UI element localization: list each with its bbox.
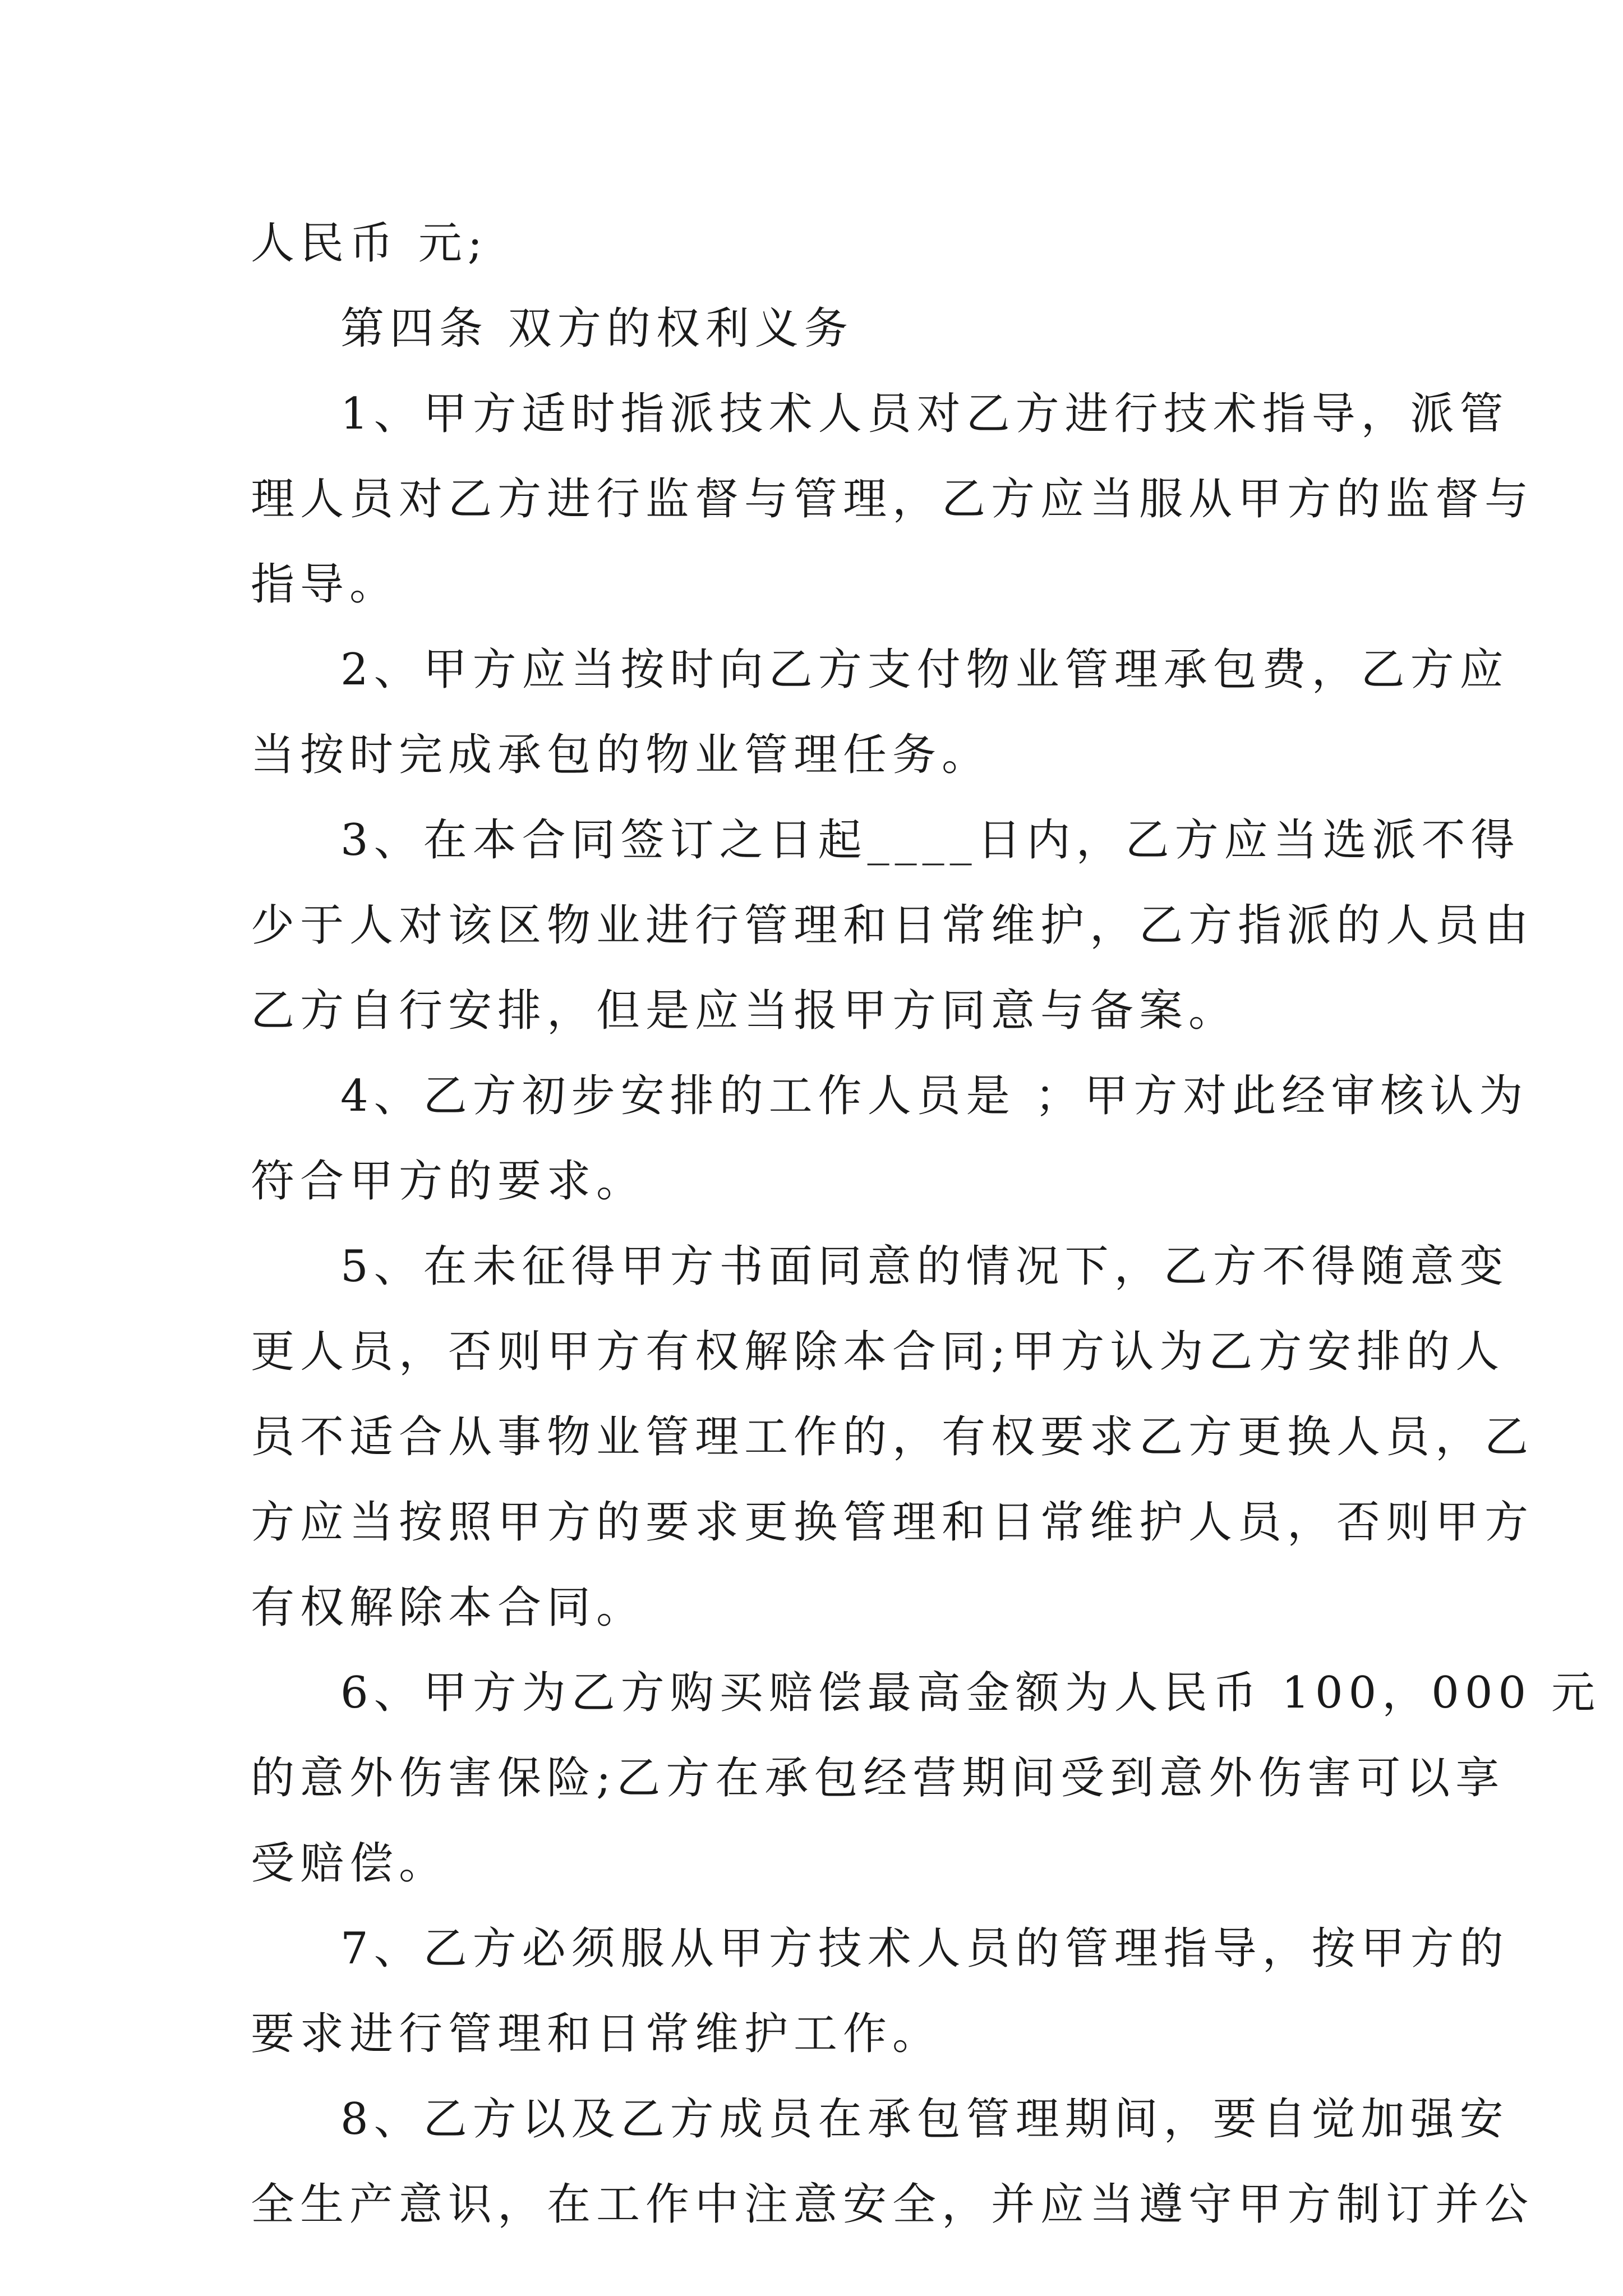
clause-6-line: 6、甲方为乙方购买赔偿最高金额为人民币 100，000 元 xyxy=(340,1668,1601,1718)
clause-3-line: 3、在本合同签订之日起____日内，乙方应当选派不得 xyxy=(340,815,1520,866)
clause-2-line: 当按时完成承包的物业管理任务。 xyxy=(251,730,992,780)
document-body xyxy=(251,201,1601,2247)
clause-4-line: 4、乙方初步安排的工作人员是 ；甲方对此经审核认为 xyxy=(340,1071,1529,1121)
clause-1-line: 1、甲方适时指派技术人员对乙方进行技术指导，派管 xyxy=(340,389,1509,439)
clause-5-line: 方应当按照甲方的要求更换管理和日常维护人员，否则甲方 xyxy=(251,1497,1534,1548)
clause-2-line: 2、甲方应当按时向乙方支付物业管理承包费，乙方应 xyxy=(340,645,1509,695)
clause-1-line: 理人员对乙方进行监督与管理，乙方应当服从甲方的监督与 xyxy=(251,474,1534,524)
clause-3-line: 少于人对该区物业进行管理和日常维护，乙方指派的人员由 xyxy=(251,900,1534,951)
clause-1-line: 指导。 xyxy=(251,559,399,610)
clause-7-line: 要求进行管理和日常维护工作。 xyxy=(251,2009,942,2059)
clause-6-line: 受赔偿。 xyxy=(251,1838,449,1889)
text-line: 人民币 元; xyxy=(251,218,488,269)
clause-8-line: 8、乙方以及乙方成员在承包管理期间，要自觉加强安 xyxy=(340,2094,1509,2145)
section-heading: 第四条 双方的权利义务 xyxy=(340,303,854,354)
clause-4-line: 符合甲方的要求。 xyxy=(251,1156,646,1207)
clause-8-line: 全生产意识，在工作中注意安全，并应当遵守甲方制订并公 xyxy=(251,2179,1534,2230)
clause-5-line: 员不适合从事物业管理工作的，有权要求乙方更换人员，乙 xyxy=(251,1412,1534,1462)
clause-3-line: 乙方自行安排，但是应当报甲方同意与备案。 xyxy=(251,986,1238,1036)
clause-5-line: 更人员，否则甲方有权解除本合同;甲方认为乙方安排的人 xyxy=(251,1327,1505,1377)
clause-7-line: 7、乙方必须服从甲方技术人员的管理指导，按甲方的 xyxy=(340,1924,1509,1974)
clause-6-line: 的意外伤害保险;乙方在承包经营期间受到意外伤害可以享 xyxy=(251,1753,1505,1803)
clause-5-line: 有权解除本合同。 xyxy=(251,1582,646,1633)
clause-5-line: 5、在未征得甲方书面同意的情况下，乙方不得随意变 xyxy=(340,1241,1509,1292)
